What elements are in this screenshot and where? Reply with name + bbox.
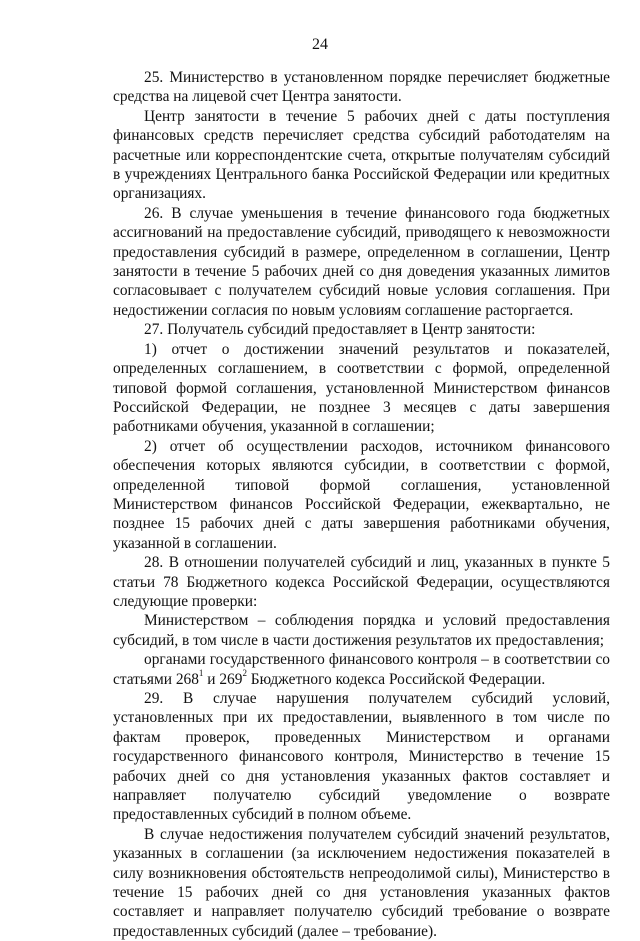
paragraph-28: 28. В отношении получателей субсидий и лиц, указанных в пункте 5 статьи 78 Бюджетного кодекса Российской Федерации, осуществляются следующие проверки:	[113, 554, 610, 610]
paragraph-25: 25. Министерство в установленном порядке перечисляет бюджетные средства на лицевой счет Центра занятости.	[113, 69, 610, 106]
paragraph-29-results-shortfall: В случае недостижения получателем субсидий значений результатов, указанных в соглашении (за исключением недостижения показателей в силу возникновения обстоятельств непреодолимой силы), Министерство в течение 15 рабочих дней со дня установления указанных фактов составляет и направляет получателю субсидий требование о возврате предоставленных субсидий (далее – требование).	[113, 825, 610, 940]
statutes-middle: и 269	[203, 670, 243, 688]
paragraph-28-ministry-check: Министерством – соблюдения порядка и условий предоставления субсидий, в том числе в части достижения результатов их предоставления;	[113, 612, 610, 649]
statute-superscript-1: 1	[198, 668, 204, 679]
page-number: 24	[312, 36, 328, 53]
paragraph-27-item-1: 1) отчет о достижении значений результатов и показателей, определенных соглашением, в соответствии с формой, определенной типовой формой соглашения, установленной Министерством финансов Российской Федерации, не позднее 3 месяцев с даты завершения работниками обучения, указанной в соглашении;	[113, 340, 610, 436]
paragraph-27-item-2: 2) отчет об осуществлении расходов, источником финансового обеспечения которых являются субсидии, в соответствии с формой, определенной типовой формой соглашения, установленной Министерством финансов Российской Федерации, ежеквартально, не позднее 15 рабочих дней с даты завершения работниками обучения, указанной в соглашении.	[113, 437, 610, 552]
paragraph-28-financial-control	[113, 650, 610, 689]
document-body	[113, 68, 610, 941]
statute-superscript-2: 2	[242, 668, 247, 679]
paragraph-25-center-transfer: Центр занятости в течение 5 рабочих дней с даты поступления финансовых средств перечисляет средства субсидий работодателям на расчетные или корреспондентские счета, открытые получателям субсидий в учреждениях Центрального банка Российской Федерации или кредитных организациях.	[113, 107, 610, 203]
statutes-prefix: органами государственного финансового контроля – в соответствии со статьями 268	[113, 651, 610, 688]
paragraph-26: 26. В случае уменьшения в течение финансового года бюджетных ассигнований на предоставление субсидий, приводящего к невозможности предоставления субсидий в размере, определенном в соглашении, Центр занятости в течение 5 рабочих дней со дня доведения указанных лимитов согласовывает с получателем субсидий новые условия соглашения. При недостижении согласия по новым условиям соглашение расторгается.	[113, 204, 610, 319]
paragraph-29: 29. В случае нарушения получателем субсидий условий, установленных при их предоставлении, выявленного в том числе по фактам проверок, проведенных Министерством и органами государственного финансового контроля, Министерство в течение 15 рабочих дней со дня установления указанных фактов составляет и направляет получателю субсидий уведомление о возврате предоставленных субсидий в полном объеме.	[113, 690, 610, 824]
statutes-suffix: Бюджетного кодекса Российской Федерации.	[246, 670, 546, 688]
paragraph-27: 27. Получатель субсидий предоставляет в Центр занятости:	[144, 321, 536, 339]
